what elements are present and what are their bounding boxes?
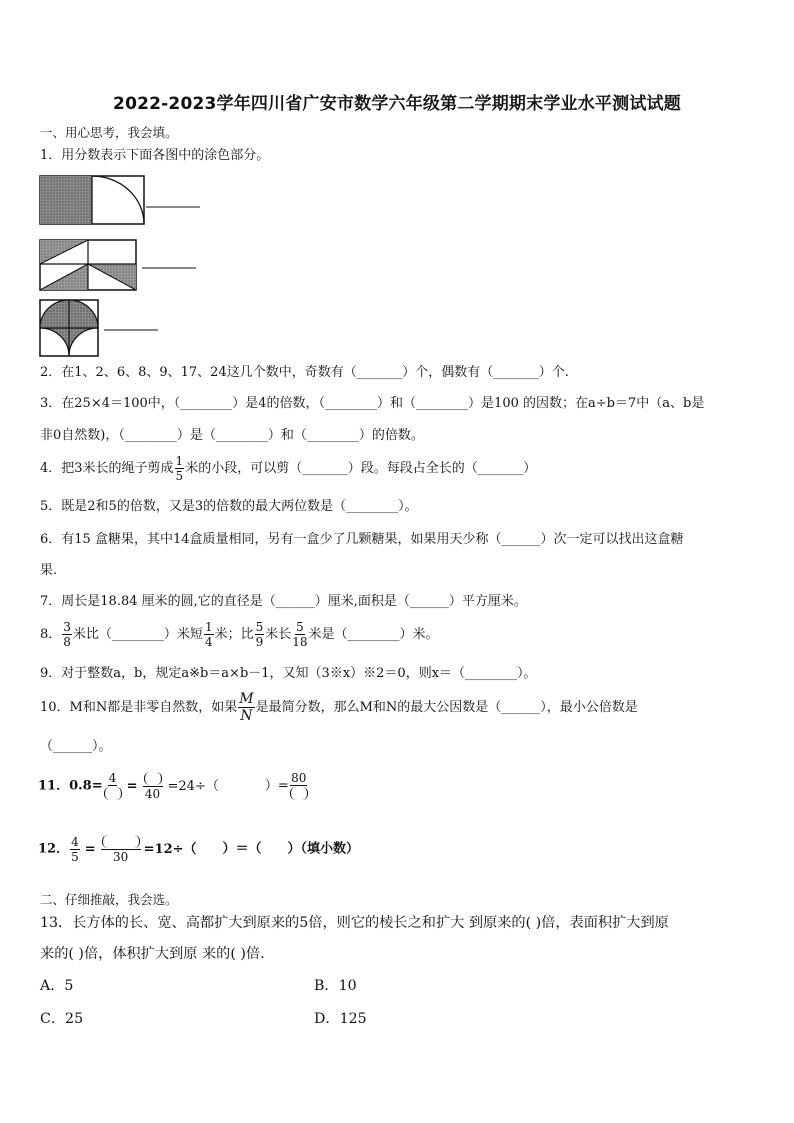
question-12-eq2: =12÷（ xyxy=(143,841,197,857)
question-11-eq1: = xyxy=(126,778,138,794)
figure-triangles xyxy=(38,238,203,294)
question-8-text-3: 米长 xyxy=(265,627,292,642)
question-12 xyxy=(38,835,359,863)
section-heading-fill: 一、用心思考，我会填。 xyxy=(40,125,178,140)
option-a[interactable]: A．5 xyxy=(40,978,74,994)
figure-quarter-circles xyxy=(38,174,208,226)
question-12-rest: ）＝（ ）（填小数） xyxy=(222,841,360,857)
question-4-text-before: 4．把3米长的绳子剪成 xyxy=(40,461,174,476)
question-8-text-1: 米比（________）米短 xyxy=(72,627,203,642)
fraction-four-over-blank: 4 xyxy=(104,772,122,800)
question-3-line-2: 非0自然数)，（________）是（________）和（________）的倍数。 xyxy=(40,428,424,443)
question-10-text-after: 是最简分数，那么M和N的最大公因数是（______），最小公倍数是 xyxy=(255,700,638,715)
question-1: 1．用分数表示下面各图中的涂色部分。 xyxy=(40,148,270,163)
fraction-five-eighteenths: $\frac{5}{18}$ xyxy=(292,620,308,649)
question-10-text-before: 10．M和N都是非零自然数，如果 xyxy=(40,700,238,715)
option-b[interactable]: B．10 xyxy=(314,978,357,994)
question-6-line-1: 6．有15 盒糖果，其中14盒质量相同，另有一盒少了几颗糖果，如果用天少称（______）次一定可以找出这盒糖 xyxy=(40,532,684,547)
fraction-80-over-blank: 80 xyxy=(290,772,308,800)
question-12-number: 12． xyxy=(38,841,70,857)
question-11-eq2: =24÷（ xyxy=(167,778,219,794)
question-5: 5．既是2和5的倍数，又是3的倍数的最大两位数是（________）。 xyxy=(40,499,418,514)
question-11 xyxy=(38,772,309,800)
question-12-eq1: = xyxy=(84,841,96,857)
question-8 xyxy=(40,621,439,648)
question-11-number: 11． xyxy=(38,778,70,794)
page-title: 2022-2023学年四川省广安市数学六年级第二学期期末学业水平测试试题 xyxy=(113,94,681,114)
option-d[interactable]: D．125 xyxy=(314,1011,367,1027)
question-8-text-2: 米；比 xyxy=(214,627,254,642)
question-8-text-4: 米是（________）米。 xyxy=(308,627,439,642)
fraction-one-quarter: $\frac{1}{4}$ xyxy=(204,620,213,649)
question-13-line-2: 来的( )倍，体积扩大到原 来的( )倍. xyxy=(40,946,265,962)
question-10-line-2: （______）。 xyxy=(40,739,112,754)
fraction-three-eighths: $\frac{3}{8}$ xyxy=(63,620,71,649)
fraction-m-over-n: $\frac{M}{N}$ xyxy=(239,691,254,724)
question-11-text-a: 0.8= xyxy=(69,778,103,794)
question-4 xyxy=(40,455,536,482)
question-13-line-1: 13．长方体的长、宽、高都扩大到原来的5倍，则它的棱长之和扩大 到原来的( )倍，表面积扩大到原 xyxy=(40,915,669,931)
question-2: 2．在1、2、6、8、9、17、24这几个数中，奇数有（_______）个，偶数有（_______）个. xyxy=(40,365,569,380)
fraction-blank-over-30: 30 xyxy=(101,835,141,863)
question-11-close: ）= xyxy=(264,778,289,794)
fraction-four-fifths: $\frac{4}{5}$ xyxy=(71,834,79,864)
question-4-text-after: 米的小段，可以剪（_______）段。每段占全长的（_______） xyxy=(185,461,537,476)
question-9: 9．对于整数a，b，规定a※b＝a×b－1，又知（3※x）※2＝0，则x＝（________）。 xyxy=(40,666,537,681)
fraction-five-ninths: $\frac{5}{9}$ xyxy=(255,620,264,649)
question-7: 7．周长是18.84 厘米的圆,它的直径是（______）厘米,面积是（______）平方厘米。 xyxy=(40,594,527,609)
question-3-line-1: 3．在25×4＝100中，（________）是4的倍数，（________）和（________）是100 的因数；在a÷b＝7中（a、b是 xyxy=(40,396,705,411)
fraction-one-fifth: $\frac{1}{5}$ xyxy=(175,454,184,483)
option-c[interactable]: C．25 xyxy=(40,1011,84,1027)
question-8-number: 8． xyxy=(40,627,62,642)
fraction-blank-over-40: 40 xyxy=(143,772,163,800)
figure-semicircle-square xyxy=(38,298,163,358)
section-heading-choice: 二、仔细推敲，我会选。 xyxy=(40,892,178,907)
question-6-line-2: 果. xyxy=(40,563,58,578)
question-10 xyxy=(40,692,638,723)
